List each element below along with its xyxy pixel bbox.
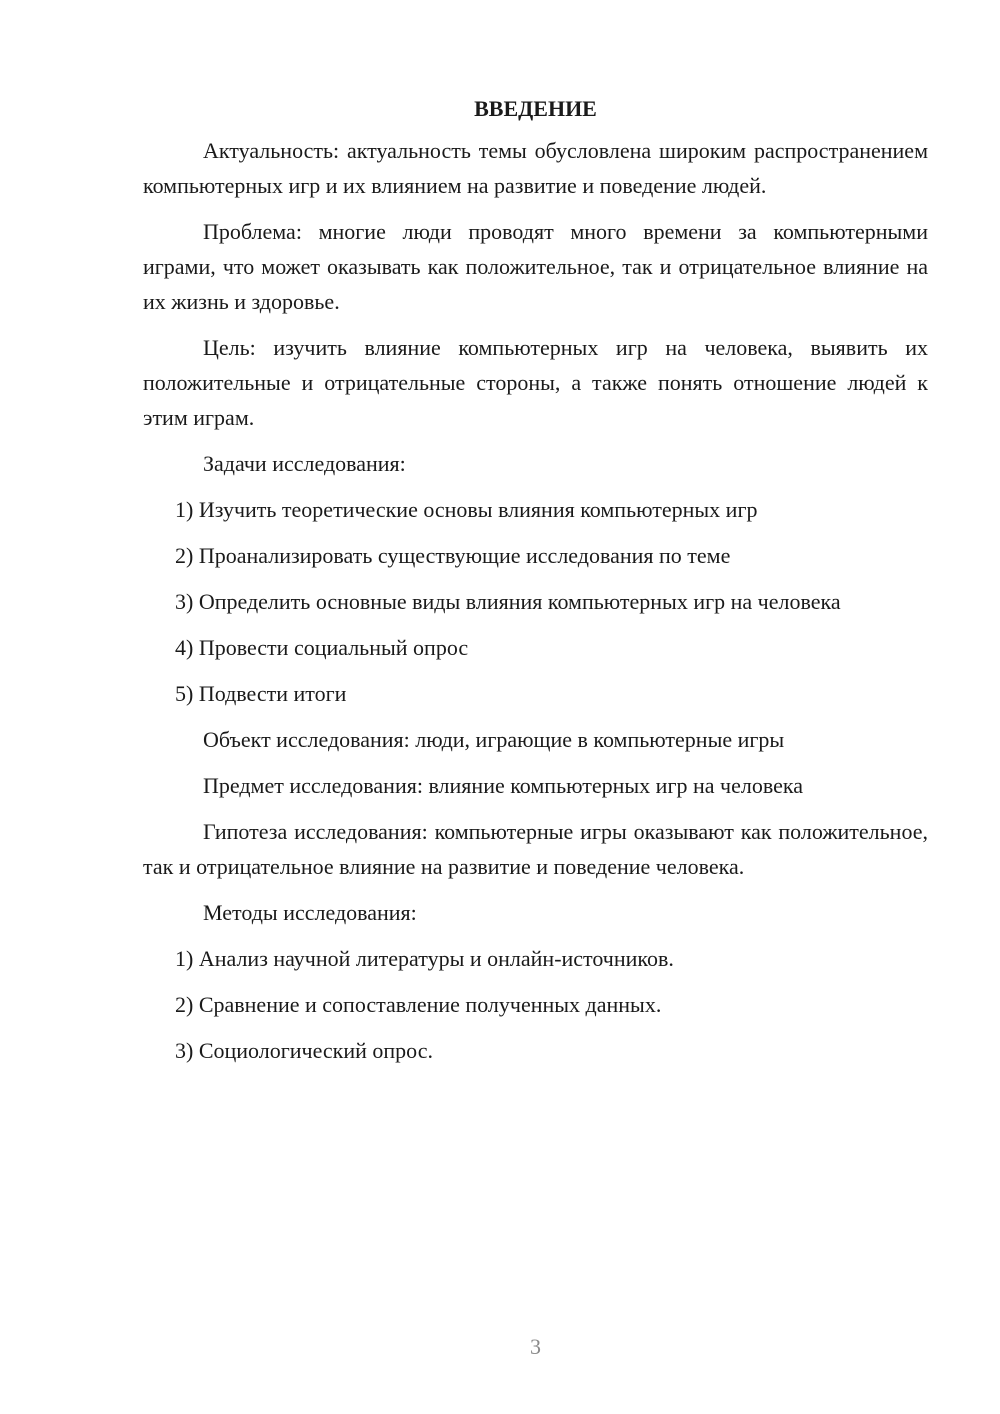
goal-paragraph: Цель: изучить влияние компьютерных игр на человека, выявить их положительные и отрицательные стороны, а также понять отношение людей к этим играм.	[143, 335, 928, 430]
list-item: 3) Определить основные виды влияния компьютерных игр на человека	[175, 589, 841, 614]
list-item: 1) Анализ научной литературы и онлайн-источников.	[175, 946, 674, 971]
tasks-list	[143, 492, 928, 711]
list-item: 3) Социологический опрос.	[175, 1038, 433, 1063]
list-item: 2) Проанализировать существующие исследования по теме	[175, 543, 731, 568]
list-item: 4) Провести социальный опрос	[175, 635, 469, 660]
problem-paragraph: Проблема: многие люди проводят много времени за компьютерными играми, что может оказывать как положительное, так и отрицательное влияние на их жизнь и здоровье.	[143, 219, 928, 314]
object-line: Объект исследования: люди, играющие в компьютерные игры	[203, 727, 785, 752]
list-item: 5) Подвести итоги	[175, 681, 347, 706]
subject-line: Предмет исследования: влияние компьютерных игр на человека	[203, 773, 803, 798]
list-item: 1) Изучить теоретические основы влияния компьютерных игр	[175, 497, 758, 522]
relevance-paragraph: Актуальность: актуальность темы обусловлена широким распространением компьютерных игр и их влиянием на развитие и поведение людей.	[143, 138, 928, 198]
document-body	[143, 92, 928, 1079]
page-number: 3	[530, 1334, 541, 1359]
methods-heading: Методы исследования:	[203, 900, 417, 925]
hypothesis-paragraph: Гипотеза исследования: компьютерные игры оказывают как положительное, так и отрицательное влияние на развитие и поведение человека.	[143, 819, 928, 879]
page-title: ВВЕДЕНИЕ	[474, 96, 597, 121]
methods-list	[143, 941, 928, 1068]
list-item: 2) Сравнение и сопоставление полученных данных.	[175, 992, 662, 1017]
tasks-heading: Задачи исследования:	[203, 451, 406, 476]
